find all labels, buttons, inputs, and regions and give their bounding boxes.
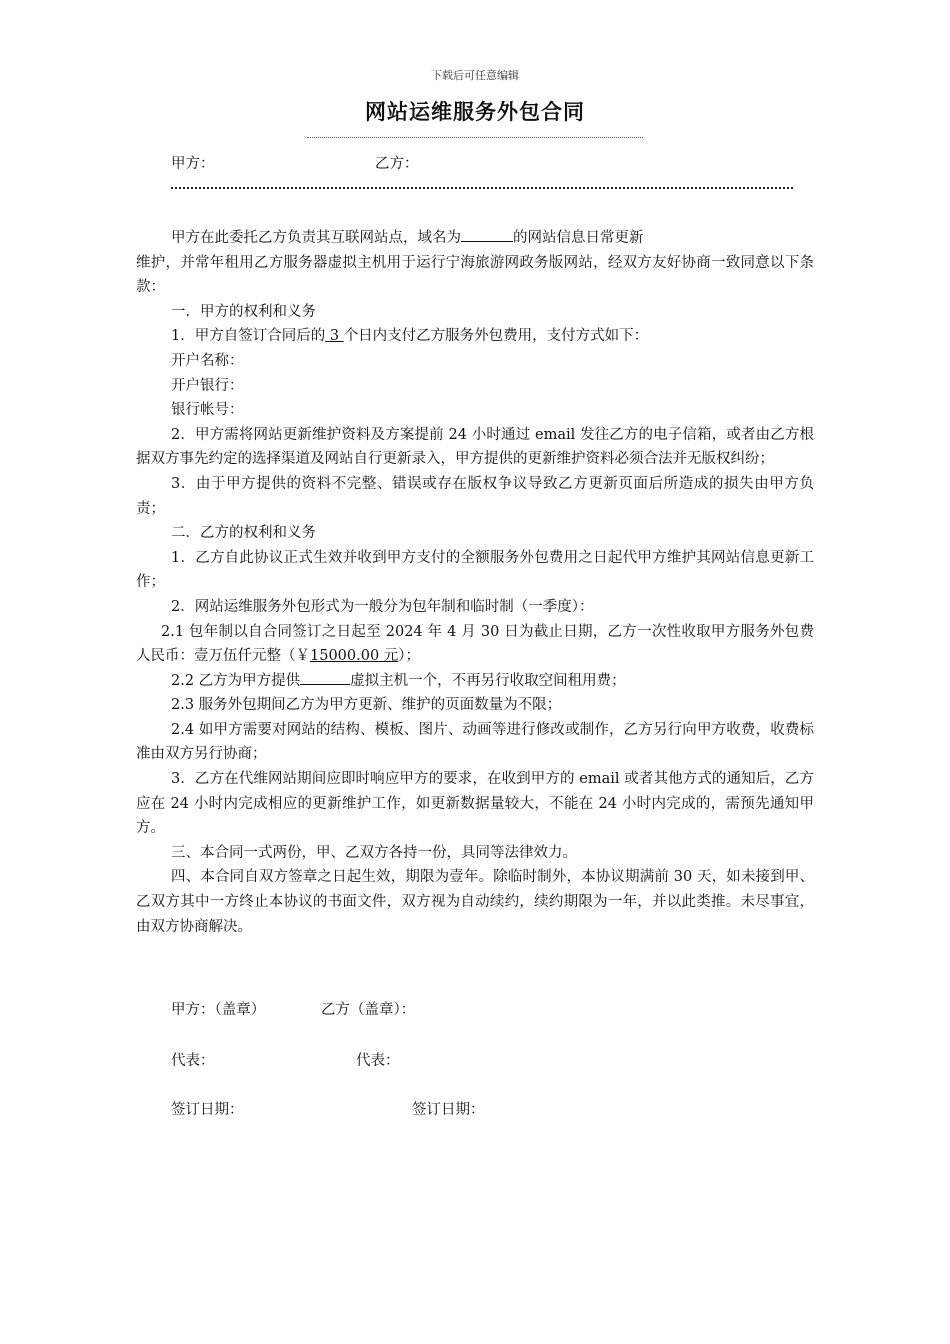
section1-item3: 3．由于甲方提供的资料不完整、错误或存在版权争议导致乙方更新页面后所造成的损失由甲方负责； — [136, 475, 814, 517]
title-divider — [307, 137, 643, 138]
section1-heading: 一．甲方的权利和义务 — [171, 303, 316, 320]
intro-line-2: 维护，并常年租用乙方服务器虚拟主机用于运行宁海旅游网政务版网站，经双方友好协商一致同意以下条款： — [136, 254, 814, 296]
dotted-divider — [171, 187, 793, 189]
payment-days: 3 — [325, 328, 344, 345]
domain-blank — [461, 227, 513, 242]
account-name-field: 开户名称： — [171, 352, 244, 369]
party-b-seal: 乙方（盖章）： — [321, 1002, 416, 1018]
party-a-sign-date: 签订日期： — [171, 1102, 244, 1118]
section2-item2-1: 2.1 包年制以自合同签订之日起至 2024 年 4 月 30 日为截止日期，乙方一次性收取甲方服务外包费人民币：壹万伍仟元整（￥15000.00 元）； — [136, 623, 814, 665]
party-a-representative: 代表： — [171, 1053, 215, 1069]
party-b-representative: 代表： — [356, 1053, 400, 1069]
section2-item3: 3．乙方在代维网站期间应即时响应甲方的要求，在收到甲方的 email 或者其他方式的通知后，乙方应在 24 小时内完成相应的更新维护工作，如更新数据量较大，不能在 24 小时内完成的，需预先通知甲方。 — [136, 771, 814, 837]
account-number-field: 银行帐号： — [171, 402, 244, 419]
page-title: 网站运维服务外包合同 — [365, 99, 585, 124]
party-b-sign-date: 签订日期： — [412, 1102, 485, 1118]
party-b-label: 乙方： — [375, 156, 419, 172]
section1-item2: 2．甲方需将网站更新维护资料及方案提前 24 小时通过 email 发往乙方的电子信箱，或者由乙方根据双方事先约定的选择渠道及网站自行更新录入，甲方提供的更新维护资料必须合法并无版权纠纷； — [136, 426, 814, 468]
section2-item2-4: 2.4 如甲方需要对网站的结构、模板、图片、动画等进行修改或制作，乙方另行向甲方收费，收费标准由双方另行协商； — [136, 721, 814, 763]
representative-line — [171, 1049, 400, 1070]
host-blank — [300, 670, 350, 685]
section2-heading: 二．乙方的权利和义务 — [171, 525, 316, 542]
bank-field: 开户银行： — [171, 377, 244, 394]
fee-amount: 15000.00 元 — [310, 648, 399, 665]
header-note: 下载后可任意编辑 — [431, 69, 519, 82]
date-line — [171, 1098, 485, 1119]
parties-line — [171, 152, 419, 173]
section2-item2: 2．网站运维服务外包形式为一般分为包年制和临时制（一季度）： — [171, 598, 594, 615]
seal-line — [171, 998, 415, 1019]
section1-item1: 1．甲方自签订合同后的 3 个日内支付乙方服务外包费用，支付方式如下： — [171, 328, 649, 345]
contract-body — [136, 226, 814, 939]
intro-line-1: 甲方在此委托乙方负责其互联网站点，域名为 的网站信息日常更新 — [136, 226, 814, 251]
section2-item1: 1．乙方自此协议正式生效并收到甲方支付的全额服务外包费用之日起代甲方维护其网站信息更新工作； — [136, 549, 814, 591]
section4: 四、本合同自双方签章之日起生效，期限为壹年。除临时制外，本协议期满前 30 天，如未接到甲、乙双方其中一方终止本协议的书面文件，双方视为自动续约，续约期限为一年，并以此类推。未尽事宜，由双方协商解决。 — [136, 869, 814, 935]
party-a-label: 甲方： — [171, 156, 215, 172]
section2-item2-2: 2.2 乙方为甲方提供 虚拟主机一个，不再另行收取空间租用费； — [136, 669, 814, 694]
section2-item2-3: 2.3 服务外包期间乙方为甲方更新、维护的页面数量为不限； — [171, 697, 562, 714]
section3: 三、本合同一式两份，甲、乙双方各持一份，具同等法律效力。 — [171, 844, 577, 861]
party-a-seal: 甲方：（盖章） — [171, 1002, 266, 1018]
